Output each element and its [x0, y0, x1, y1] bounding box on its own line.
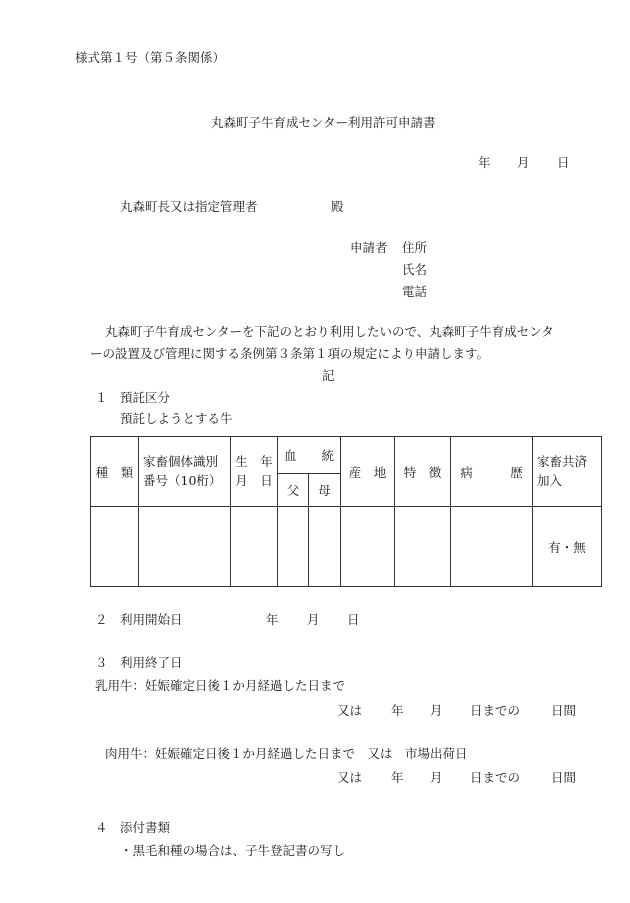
- header-history: 病 歴: [451, 437, 533, 507]
- beef-or: 又は: [337, 770, 363, 785]
- beef-month: 月: [430, 770, 443, 785]
- header-id-number: 家畜個体識別番号（10桁）: [139, 437, 231, 507]
- section3-dairy: 乳用牛：妊娠確定日後１か月経過した日まで: [95, 678, 346, 693]
- applicant-address-label: 住所: [402, 240, 428, 255]
- cell-birth[interactable]: [231, 507, 278, 587]
- date-month: 月: [517, 155, 530, 170]
- header-pedigree: 血 統: [278, 437, 341, 474]
- form-number: 様式第１号（第５条関係）: [75, 50, 226, 65]
- dairy-month: 月: [430, 703, 443, 718]
- applicant-label: 申請者: [350, 240, 388, 255]
- header-origin: 産 地: [341, 437, 395, 507]
- addressee-honorific: 殿: [331, 199, 344, 214]
- beef-year: 年: [391, 770, 404, 785]
- cell-id-number[interactable]: [139, 507, 231, 587]
- dairy-year: 年: [391, 703, 404, 718]
- applicant-name-label: 氏名: [402, 262, 428, 277]
- header-insurance: 家畜共済加入: [533, 437, 602, 507]
- dairy-days: 日間: [551, 703, 577, 718]
- header-kind: 種 類: [91, 437, 139, 507]
- header-birth: 生 年月 日: [231, 437, 278, 507]
- section3-beef: 肉用牛：妊娠確定日後１か月経過した日まで 又は 市場出荷日: [105, 746, 468, 761]
- cell-features[interactable]: [395, 507, 451, 587]
- document-title: 丸森町子牛育成センター利用許可申請書: [211, 115, 436, 130]
- header-mother: 母: [309, 474, 341, 507]
- cell-mother[interactable]: [309, 507, 341, 587]
- date-year: 年: [478, 155, 491, 170]
- cell-origin[interactable]: [341, 507, 395, 587]
- cell-father[interactable]: [278, 507, 309, 587]
- header-father: 父: [278, 474, 309, 507]
- cattle-table: [90, 436, 602, 587]
- section4-item: ・黒毛和種の場合は、子牛登記書の写し: [120, 843, 346, 858]
- dairy-or: 又は: [337, 703, 363, 718]
- cell-insurance[interactable]: 有・無: [533, 507, 602, 587]
- section4-heading: ４ 添付書類: [95, 820, 171, 835]
- section2-heading: ２ 利用開始日: [95, 612, 183, 627]
- applicant-phone-label: 電話: [402, 284, 428, 299]
- body-text-line-2: ーの設置及び管理に関する条例第３条第１項の規定により申請します。: [90, 346, 490, 361]
- section1-heading: １ 預託区分: [95, 390, 171, 405]
- addressee-name: 丸森町長又は指定管理者: [120, 199, 258, 214]
- section1-sub: 預託しようとする牛: [120, 411, 233, 426]
- ki-label: 記: [322, 368, 335, 383]
- section3-heading: ３ 利用終了日: [95, 655, 183, 670]
- section2-month: 月: [307, 612, 320, 627]
- section2-year: 年: [266, 612, 279, 627]
- body-text-line-1: 丸森町子牛育成センターを下記のとおり利用したいので、丸森町子牛育成センタ: [105, 324, 554, 339]
- cell-kind[interactable]: [91, 507, 139, 587]
- header-features: 特 徴: [395, 437, 451, 507]
- beef-until: 日までの: [470, 770, 521, 785]
- section2-day: 日: [347, 612, 360, 627]
- dairy-until: 日までの: [470, 703, 521, 718]
- date-day: 日: [557, 155, 570, 170]
- beef-days: 日間: [551, 770, 577, 785]
- cell-history[interactable]: [451, 507, 533, 587]
